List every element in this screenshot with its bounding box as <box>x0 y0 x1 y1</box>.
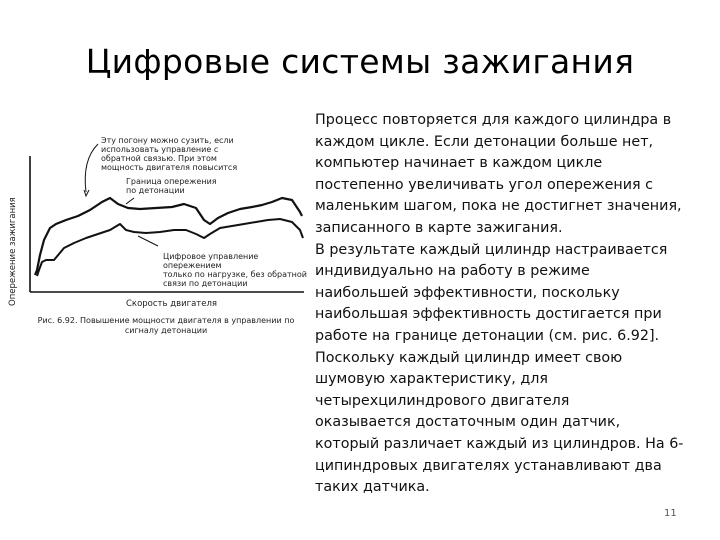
leader-boundary <box>126 198 134 204</box>
slide-title: Цифровые системы зажигания <box>85 42 635 81</box>
leader-bottom <box>138 236 158 246</box>
annotation-boundary: Граница опережения по детонации <box>126 177 217 195</box>
body-paragraph: Процесс повторяется для каждого цилиндра в каждом цикле. Если детонации больше нет, компьютер начинает в каждом цикле постепенно увеличивать угол опережения с маленьким шагом, пока не достигнет значения, записанного в карте зажигания. В результате каждый цилиндр настраивается индивидуально на работу в режиме наибольшей эффективности, поскольку наибольшая эффективность достигается при работе на границе детонации (см. рис. 6.92]. Поскольку каждый цилиндр имеет свою шумовую характеристику, для четырехцилиндрового двигателя оказывается достаточным один датчик, который различает каждый из цилиндров. На 6- ципиндровых двигателях устанавливают два таких датчика. <box>315 112 684 496</box>
x-axis-label: Скорость двигателя <box>126 299 218 309</box>
figure: Опережение зажигания Эту погону можно сузить, если использовать управление с обратной связью. При этом мощность двигателя повысится Граница опережения по детонации Цифровое управление опережением только по нагрузке, без обратной связи по детонации Скорость двигателя Рис. 6.92. Повышение мощности двигателя в управлении по сигналу детонации <box>6 120 306 380</box>
figure-caption: Рис. 6.92. Повышение мощности двигателя в управлении по сигналу детонации <box>37 316 295 335</box>
leader-top-arrow <box>84 190 89 196</box>
annotation-bottom: Цифровое управление опережением только по нагрузке, без обратной связи по детонации <box>163 252 308 288</box>
page-number: 11 <box>664 508 677 519</box>
annotation-top: Эту погону можно сузить, если использовать управление с обратной связью. При этом мощность двигателя повысится <box>101 136 238 172</box>
leader-top <box>85 144 98 192</box>
